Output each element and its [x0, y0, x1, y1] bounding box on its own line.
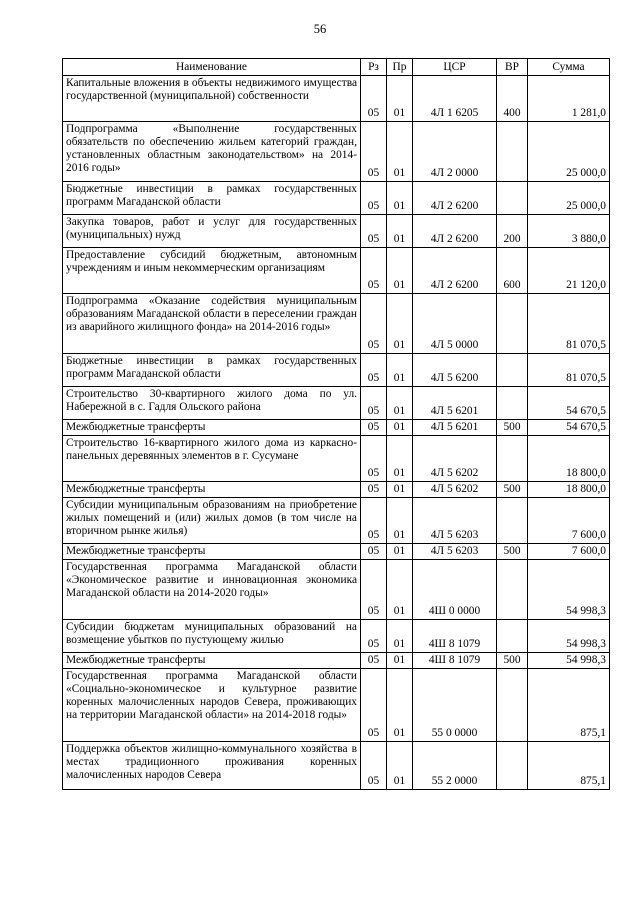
row-pr-cell: 01	[387, 387, 413, 420]
table-row	[63, 354, 610, 387]
row-rz-cell: 05	[361, 436, 387, 482]
table-row	[63, 544, 610, 560]
table-row	[63, 76, 610, 122]
row-name-cell: Бюджетные инвестиции в рамках государственных программ Магаданской области	[63, 354, 361, 387]
row-csr-cell: 4Л 5 0000	[413, 294, 497, 354]
row-pr-cell: 01	[387, 498, 413, 544]
row-name-cell: Межбюджетные трансферты	[63, 420, 361, 436]
header-vr: ВР	[497, 59, 528, 76]
row-name-cell: Предоставление субсидий бюджетным, автономным учреждениям и иным некоммерческим организациям	[63, 248, 361, 294]
row-rz-cell: 05	[361, 560, 387, 620]
row-csr-cell: 4Л 2 6200	[413, 182, 497, 215]
row-csr-cell: 4Л 5 6202	[413, 482, 497, 498]
row-pr-cell: 01	[387, 76, 413, 122]
row-vr-cell	[497, 354, 528, 387]
row-pr-cell: 01	[387, 742, 413, 790]
table-row	[63, 182, 610, 215]
row-pr-cell: 01	[387, 436, 413, 482]
table-header-row	[63, 59, 610, 76]
row-sum-cell: 81 070,5	[528, 294, 610, 354]
row-csr-cell: 4Л 5 6200	[413, 354, 497, 387]
row-pr-cell: 01	[387, 294, 413, 354]
row-csr-cell: 4Л 2 0000	[413, 122, 497, 182]
row-vr-cell: 200	[497, 215, 528, 248]
row-csr-cell: 55 0 0000	[413, 669, 497, 742]
row-vr-cell	[497, 560, 528, 620]
row-pr-cell: 01	[387, 544, 413, 560]
row-pr-cell: 01	[387, 560, 413, 620]
row-pr-cell: 01	[387, 182, 413, 215]
row-vr-cell	[497, 498, 528, 544]
row-sum-cell: 875,1	[528, 669, 610, 742]
row-csr-cell: 4Ш 8 1079	[413, 620, 497, 653]
row-name-cell: Субсидии бюджетам муниципальных образований на возмещение убытков по пустующему жилью	[63, 620, 361, 653]
row-sum-cell: 18 800,0	[528, 482, 610, 498]
row-sum-cell: 54 998,3	[528, 620, 610, 653]
row-sum-cell: 25 000,0	[528, 122, 610, 182]
header-pr: Пр	[387, 59, 413, 76]
row-csr-cell: 4Л 5 6203	[413, 498, 497, 544]
row-csr-cell: 4Л 2 6200	[413, 215, 497, 248]
table-row	[63, 669, 610, 742]
row-name-cell: Подпрограмма «Оказание содействия муниципальным образованиям Магаданской области в переселении граждан из аварийного жилищного фонда» на 2014-2016 годы»	[63, 294, 361, 354]
row-vr-cell: 500	[497, 653, 528, 669]
row-vr-cell	[497, 122, 528, 182]
row-sum-cell: 54 998,3	[528, 653, 610, 669]
table-row	[63, 482, 610, 498]
header-name: Наименование	[63, 59, 361, 76]
row-rz-cell: 05	[361, 294, 387, 354]
row-csr-cell: 4Л 5 6201	[413, 420, 497, 436]
row-sum-cell: 1 281,0	[528, 76, 610, 122]
row-rz-cell: 05	[361, 620, 387, 653]
row-vr-cell	[497, 742, 528, 790]
row-rz-cell: 05	[361, 76, 387, 122]
table-row	[63, 653, 610, 669]
row-vr-cell: 400	[497, 76, 528, 122]
row-pr-cell: 01	[387, 420, 413, 436]
row-rz-cell: 05	[361, 387, 387, 420]
row-vr-cell: 600	[497, 248, 528, 294]
row-rz-cell: 05	[361, 248, 387, 294]
table-row	[63, 294, 610, 354]
row-pr-cell: 01	[387, 620, 413, 653]
table-row	[63, 498, 610, 544]
table-row	[63, 742, 610, 790]
row-rz-cell: 05	[361, 544, 387, 560]
row-pr-cell: 01	[387, 354, 413, 387]
row-sum-cell: 54 670,5	[528, 387, 610, 420]
header-csr: ЦСР	[413, 59, 497, 76]
row-vr-cell: 500	[497, 544, 528, 560]
table-row	[63, 420, 610, 436]
header-sum: Сумма	[528, 59, 610, 76]
row-rz-cell: 05	[361, 215, 387, 248]
row-rz-cell: 05	[361, 498, 387, 544]
row-name-cell: Капитальные вложения в объекты недвижимого имущества государственной (муниципальной) собственности	[63, 76, 361, 122]
row-vr-cell	[497, 620, 528, 653]
row-pr-cell: 01	[387, 653, 413, 669]
row-vr-cell	[497, 387, 528, 420]
row-name-cell: Бюджетные инвестиции в рамках государственных программ Магаданской области	[63, 182, 361, 215]
page-number: 56	[313, 22, 327, 36]
row-name-cell: Поддержка объектов жилищно-коммунального хозяйства в местах традиционного проживания коренных малочисленных народов Севера	[63, 742, 361, 790]
row-vr-cell	[497, 294, 528, 354]
row-vr-cell	[497, 436, 528, 482]
row-sum-cell: 81 070,5	[528, 354, 610, 387]
row-pr-cell: 01	[387, 669, 413, 742]
row-sum-cell: 25 000,0	[528, 182, 610, 215]
row-name-cell: Субсидии муниципальным образованиям на приобретение жилых помещений и (или) жилых домов (в том числе на вторичном рынке жилья)	[63, 498, 361, 544]
row-sum-cell: 875,1	[528, 742, 610, 790]
row-csr-cell: 55 2 0000	[413, 742, 497, 790]
row-sum-cell: 21 120,0	[528, 248, 610, 294]
table-row	[63, 248, 610, 294]
row-sum-cell: 7 600,0	[528, 544, 610, 560]
row-sum-cell: 54 670,5	[528, 420, 610, 436]
table-row	[63, 560, 610, 620]
row-pr-cell: 01	[387, 248, 413, 294]
row-csr-cell: 4Л 1 6205	[413, 76, 497, 122]
header-rz: Рз	[361, 59, 387, 76]
row-pr-cell: 01	[387, 122, 413, 182]
row-pr-cell: 01	[387, 482, 413, 498]
table-row	[63, 215, 610, 248]
row-name-cell: Строительство 16-квартирного жилого дома из каркасно-панельных деревянных элементов в г. Сусумане	[63, 436, 361, 482]
row-sum-cell: 54 998,3	[528, 560, 610, 620]
row-name-cell: Строительство 30-квартирного жилого дома по ул. Набережной в с. Гадля Ольского района	[63, 387, 361, 420]
row-name-cell: Государственная программа Магаданской области «Социально-экономическое и культурное развитие коренных малочисленных народов Севера, проживающих на территории Магаданской области» на 2014-2018 годы»	[63, 669, 361, 742]
row-sum-cell: 18 800,0	[528, 436, 610, 482]
row-name-cell: Межбюджетные трансферты	[63, 482, 361, 498]
row-csr-cell: 4Л 5 6201	[413, 387, 497, 420]
row-csr-cell: 4Ш 8 1079	[413, 653, 497, 669]
table-row	[63, 436, 610, 482]
row-name-cell: Межбюджетные трансферты	[63, 653, 361, 669]
row-csr-cell: 4Л 5 6202	[413, 436, 497, 482]
table-row	[63, 387, 610, 420]
row-rz-cell: 05	[361, 482, 387, 498]
row-pr-cell: 01	[387, 215, 413, 248]
row-rz-cell: 05	[361, 182, 387, 215]
row-name-cell: Государственная программа Магаданской области «Экономическое развитие и инновационная экономика Магаданской области на 2014-2020 годы»	[63, 560, 361, 620]
row-vr-cell: 500	[497, 482, 528, 498]
row-rz-cell: 05	[361, 354, 387, 387]
row-rz-cell: 05	[361, 653, 387, 669]
row-rz-cell: 05	[361, 669, 387, 742]
row-vr-cell: 500	[497, 420, 528, 436]
row-vr-cell	[497, 182, 528, 215]
row-name-cell: Межбюджетные трансферты	[63, 544, 361, 560]
row-rz-cell: 05	[361, 742, 387, 790]
table-row	[63, 620, 610, 653]
row-csr-cell: 4Л 5 6203	[413, 544, 497, 560]
row-rz-cell: 05	[361, 122, 387, 182]
row-csr-cell: 4Л 2 6200	[413, 248, 497, 294]
row-name-cell: Подпрограмма «Выполнение государственных обязательств по обеспечению жильем категорий граждан, установленных областным законодательством» на 2014-2016 годы»	[63, 122, 361, 182]
row-sum-cell: 7 600,0	[528, 498, 610, 544]
table-row	[63, 122, 610, 182]
row-csr-cell: 4Ш 0 0000	[413, 560, 497, 620]
row-name-cell: Закупка товаров, работ и услуг для государственных (муниципальных) нужд	[63, 215, 361, 248]
row-sum-cell: 3 880,0	[528, 215, 610, 248]
budget-table	[62, 58, 610, 790]
row-rz-cell: 05	[361, 420, 387, 436]
row-vr-cell	[497, 669, 528, 742]
